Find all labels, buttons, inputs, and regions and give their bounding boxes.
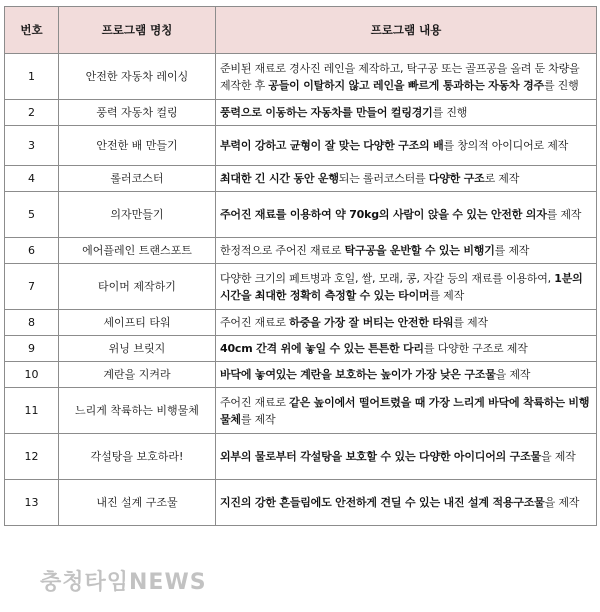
description-segment: 다양한 크기의 페트병과 호일, 쌀, 모래, 콩, 자갈 등의 재료를 이용하여, (220, 271, 555, 285)
description-segment: 를 진행 (543, 78, 579, 92)
table-row (5, 388, 597, 434)
row-number: 9 (5, 336, 59, 362)
description-segment: 바닥에 놓여있는 계란을 보호하는 높이가 가장 낮은 구조물 (220, 368, 496, 381)
description-segment: 주어진 재료를 이용하여 약 70kg의 사람이 앉을 수 있는 안전한 의자 (220, 208, 547, 221)
description-segment: 주어진 재료로 (220, 395, 290, 409)
table-row (5, 192, 597, 238)
description-segment: 풍력으로 이동하는 자동차를 만들어 컬링경기 (220, 106, 433, 119)
program-description (216, 166, 597, 192)
program-name: 의자만들기 (59, 192, 216, 238)
program-name: 롤러코스터 (59, 166, 216, 192)
description-segment: 같은 높이에서 떨어트렸을 때 가장 느리게 바닥에 착륙하는 비행물체 (220, 395, 590, 426)
description-segment: 외부의 물로부터 각설탕을 보호할 수 있는 다양한 아이디어의 구조물 (220, 450, 541, 463)
table-row (5, 434, 597, 480)
description-segment: 지진의 강한 흔들림에도 안전하게 견딜 수 있는 내진 설계 적용구조물 (220, 496, 545, 509)
program-description (216, 434, 597, 480)
description-segment: 최대한 긴 시간 동안 운행 (220, 172, 339, 185)
row-number: 4 (5, 166, 59, 192)
program-name: 타이머 제작하기 (59, 264, 216, 310)
program-description (216, 238, 597, 264)
description-segment: 준비된 재료로 경사진 레인을 제작하고, 탁구공 또는 골프공을 올려 둔 차량을 제작한 후 (220, 61, 580, 92)
table-row (5, 54, 597, 100)
program-name: 풍력 자동차 컬링 (59, 100, 216, 126)
program-name: 에어플레인 트랜스포트 (59, 238, 216, 264)
program-description (216, 362, 597, 388)
program-description (216, 310, 597, 336)
row-number: 7 (5, 264, 59, 310)
description-segment: 한정적으로 주어진 재료로 (220, 244, 345, 257)
table-body (5, 54, 597, 526)
program-name: 각설탕을 보호하라! (59, 434, 216, 480)
description-segment: 탁구공을 운반할 수 있는 비행기 (344, 244, 495, 257)
row-number: 1 (5, 54, 59, 100)
description-segment: 를 제작 (494, 244, 530, 257)
description-segment: 를 제작 (546, 208, 582, 221)
description-segment: 을 제작 (540, 450, 576, 463)
row-number: 11 (5, 388, 59, 434)
row-number: 10 (5, 362, 59, 388)
description-segment: 40cm 간격 위에 놓일 수 있는 튼튼한 다리 (220, 342, 424, 355)
row-number: 8 (5, 310, 59, 336)
program-name: 느리게 착륙하는 비행물체 (59, 388, 216, 434)
description-segment: 하중을 가장 잘 버티는 안전한 타워 (289, 316, 454, 329)
program-name: 내진 설계 구조물 (59, 480, 216, 526)
header-num: 번호 (5, 7, 59, 54)
program-description (216, 336, 597, 362)
header-row (5, 7, 597, 54)
program-description (216, 54, 597, 100)
description-segment: 를 제작 (240, 412, 276, 426)
table-row (5, 100, 597, 126)
program-description (216, 100, 597, 126)
description-segment: 공들이 이탈하지 않고 레인을 빠르게 통과하는 자동차 경주 (268, 78, 544, 92)
program-table (4, 6, 597, 526)
description-segment: 를 진행 (432, 106, 468, 119)
program-description (216, 388, 597, 434)
description-segment: 를 제작 (453, 316, 488, 329)
description-segment: 주어진 재료로 (220, 316, 290, 329)
program-description (216, 126, 597, 166)
description-segment: 로 제작 (484, 172, 520, 185)
table-row (5, 166, 597, 192)
row-number: 2 (5, 100, 59, 126)
program-name: 세이프티 타워 (59, 310, 216, 336)
program-description (216, 264, 597, 310)
row-number: 13 (5, 480, 59, 526)
table-row (5, 264, 597, 310)
program-description (216, 480, 597, 526)
program-name: 안전한 자동차 레이싱 (59, 54, 216, 100)
description-segment: 다양한 구조 (428, 172, 485, 185)
table-row (5, 362, 597, 388)
description-segment: 1분의 시간을 최대한 정확히 측정할 수 있는 타이머 (220, 271, 583, 302)
description-segment: 부력이 강하고 균형이 잘 맞는 다양한 구조의 배 (220, 139, 444, 152)
table-row (5, 336, 597, 362)
header-desc: 프로그램 내용 (216, 7, 597, 54)
row-number: 3 (5, 126, 59, 166)
description-segment: 를 창의적 아이디어로 제작 (443, 139, 569, 152)
description-segment: 을 제작 (495, 368, 531, 381)
row-number: 5 (5, 192, 59, 238)
header-name: 프로그램 명칭 (59, 7, 216, 54)
table-row (5, 238, 597, 264)
description-segment: 를 제작 (429, 288, 465, 302)
row-number: 6 (5, 238, 59, 264)
table-row (5, 126, 597, 166)
program-name: 계란을 지켜라 (59, 362, 216, 388)
program-name: 안전한 배 만들기 (59, 126, 216, 166)
description-segment: 를 다양한 구조로 제작 (423, 342, 528, 355)
table-row (5, 310, 597, 336)
description-segment: 을 제작 (544, 496, 580, 509)
table-row (5, 480, 597, 526)
description-segment: 되는 롤러코스터를 (338, 172, 429, 185)
program-description (216, 192, 597, 238)
row-number: 12 (5, 434, 59, 480)
program-name: 위닝 브릿지 (59, 336, 216, 362)
watermark-text: 충청타임NEWS (40, 570, 207, 595)
